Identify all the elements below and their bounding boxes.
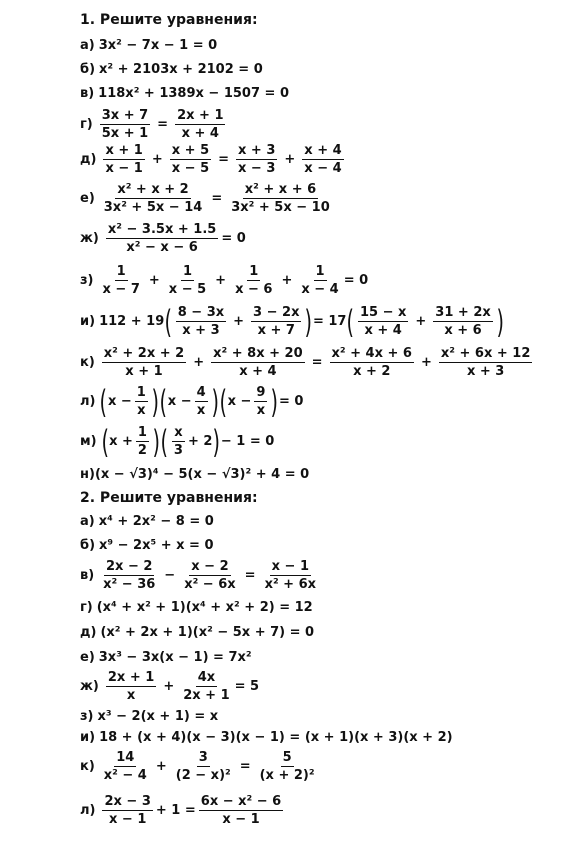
equation-1i: и) 112 + 19 ( $\frac{8 - 3x}{x + 3}$ + $\frac{3 - 2x}{x + 7}$ ) = 17 ( $\frac{15 - x}{x + 4}$ + $\frac{31 + 2x}{x + 6}$ ) (80, 302, 504, 341)
equation-2c: в) $\frac{2x - 2}{\text{x² − 36}}$ − $\frac{x - 2}{\text{x² − 6x}}$ = $\frac{x - 1}{\text{x² + 6x}}$ (80, 559, 317, 592)
equation-2k: л) $\frac{2x - 3}{x - 1}$ + 1 = $\frac{\text{6x − x² − 6}}{x - 1}$ (80, 794, 282, 827)
equation-1h: з) $\frac{1}{x - 7}$ + $\frac{1}{x - 5}$ + $\frac{1}{x - 6}$ + $\frac{1}{x - 4}$ = 0 (80, 264, 369, 297)
equation-1e: д) $\frac{x + 1}{x - 1}$ + $\frac{x + 5}{x - 5}$ = $\frac{x + 3}{x - 3}$ + $\frac{x + 4}{x - 4}$ (80, 143, 342, 176)
equation-1m: н) (x − √3)⁴ − 5(x − √3)² + 4 = 0 (80, 467, 310, 482)
equation-2a: а) x⁴ + 2x² − 8 = 0 (80, 514, 214, 529)
equation-2d: г) (x⁴ + x² + 1)(x⁴ + x² + 2) = 12 (80, 600, 313, 615)
equation-2f: е) 3x³ − 3x(x − 1) = 7x² (80, 650, 252, 665)
equation-1g: ж) $\frac{\text{x² − 3.5x + 1.5}}{\text{x² − x − 6}}$ = 0 (80, 222, 246, 255)
equation-2g: ж) $\frac{2x + 1}{x}$ + $\frac{4x}{2x + 1}$ = 5 (80, 670, 260, 703)
equation-1c: в) 118x² + 1389x − 1507 = 0 (80, 86, 290, 101)
equation-1a: а) 3x² − 7x − 1 = 0 (80, 38, 218, 53)
equation-2j: к) $\frac{14}{\text{x² − 4}}$ + $\frac{3}{\text{(2 − x)²}}$ = $\frac{5}{\text{(x + 2)²}}$ (80, 750, 315, 783)
equation-1f: е) $\frac{\text{x² + x + 2}}{\text{3x² + 5x − 14}}$ = $\frac{\text{x² + x + 6}}{\text{3x² + 5x − 10}}$ (80, 182, 330, 215)
equation-1k: л) ( x − $\frac{1}{x}$ ) ( x − $\frac{4}{x}$ ) ( x − $\frac{9}{x}$ ) = 0 (80, 382, 304, 421)
equation-2i: и) 18 + (x + 4)(x − 3)(x − 1) = (x + 1)(x + 3)(x + 2) (80, 730, 453, 745)
equation-1j: к) $\frac{\text{x² + 2x + 2}}{x + 1}$ + $\frac{\text{x² + 8x + 20}}{x + 4}$ = $\frac{\text{x² + 4x + 6}}{x + 2}$ + $\frac{\text{x² + 6x + 12}}{x + 3}$ (80, 346, 531, 379)
equation-2b: б) x⁹ − 2x⁵ + x = 0 (80, 538, 214, 553)
fraction: $\frac{3x + 7}{5x + 1}$ (101, 108, 149, 141)
section1-title: 1. Решите уравнения: (80, 12, 258, 28)
equation-1d: г) $\frac{3x + 7}{5x + 1}$ = $\frac{2x + 1}{x + 4}$ (80, 108, 224, 141)
section2-title: 2. Решите уравнения: (80, 490, 258, 506)
equation-2e: д) (x² + 2x + 1)(x² − 5x + 7) = 0 (80, 625, 315, 640)
equation-2h: з) x³ − 2(x + 1) = x (80, 709, 219, 724)
fraction: $\frac{2x + 1}{x + 4}$ (177, 108, 224, 141)
equation-1b: б) x² + 2103x + 2102 = 0 (80, 62, 263, 77)
equation-1l: м) ( x + $\frac{1}{2}$ ) ( $\frac{x}{3}$ + 2 ) − 1 = 0 (80, 422, 275, 461)
